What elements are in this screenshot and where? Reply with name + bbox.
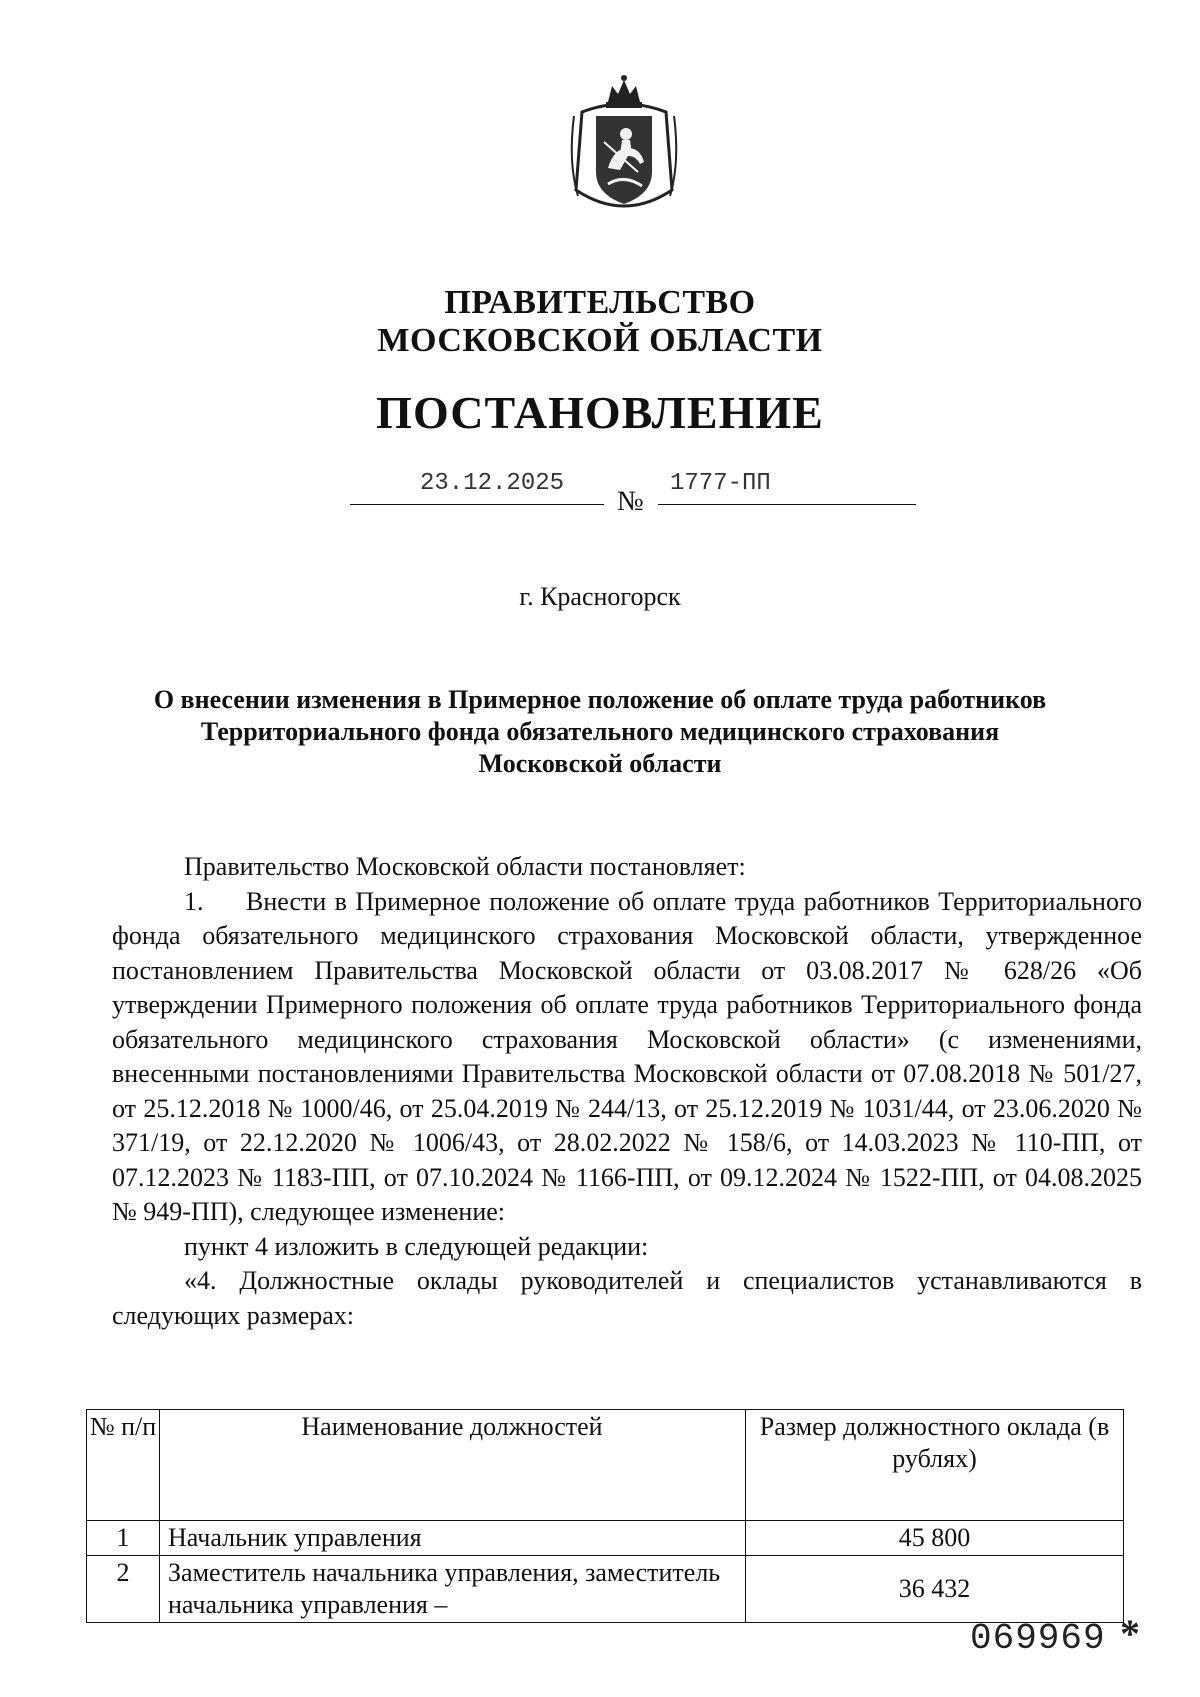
table-header-row <box>87 1410 1124 1521</box>
issuer-line-1: ПРАВИТЕЛЬСТВО <box>444 284 756 321</box>
row-salary: 36 432 <box>746 1556 1124 1623</box>
coat-of-arms-emblem <box>568 72 680 220</box>
date-field <box>350 468 604 505</box>
document-number: 1777-ПП <box>670 470 771 497</box>
item-number: 1. <box>184 886 204 916</box>
title-line-1: О внесении изменения в Примерное положение об оплате труда работников <box>153 685 1047 714</box>
body-paragraph-change: пункт 4 изложить в следующей редакции: <box>184 1231 649 1261</box>
table-row <box>87 1521 1124 1556</box>
serial-number: 069969 <box>970 1618 1106 1659</box>
row-position: Заместитель начальника управления, заместитель начальника управления – <box>160 1556 746 1623</box>
row-salary: 45 800 <box>746 1521 1124 1556</box>
document-body <box>112 850 1142 1333</box>
issuer-line-2: МОСКОВСКОЙ ОБЛАСТИ <box>377 322 823 359</box>
serial-mark: * <box>1120 1611 1140 1656</box>
header-num: № п/п <box>87 1410 160 1521</box>
issuer-block <box>0 284 1200 360</box>
header-position: Наименование должностей <box>160 1410 746 1521</box>
document-title <box>120 684 1080 780</box>
header-salary: Размер должностного оклада (в рублях) <box>746 1410 1124 1521</box>
document-date: 23.12.2025 <box>420 470 565 497</box>
body-paragraph-intro: Правительство Московской области постановляет: <box>184 852 746 881</box>
document-type: ПОСТАНОВЛЕНИЕ <box>376 387 824 438</box>
table-row <box>87 1556 1124 1623</box>
body-paragraph-quote: «4. Должностные оклады руководителей и специалистов устанавливаются в следующих размерах: <box>112 1266 1142 1330</box>
number-field <box>658 468 916 505</box>
title-line-3: Московской области <box>478 749 722 778</box>
title-line-2: Территориального фонда обязательного медицинского страхования <box>200 717 1000 746</box>
row-num: 1 <box>87 1521 160 1556</box>
item-text: Внести в Примерное положение об оплате труда работников Территориального фонда обязательного медицинского страхования Московской области, утвержденное постановлением Правительства Московской области от 03.08.2017 № 628/26 «Об утверждении Примерного положения об оплате труда работников Территориального фонда обязательного медицинского страхования Московской области» (с изменениями, внесенными постановлениями Правительства Московской области от 07.08.2018 № 501/27, от 25.12.2018 № 1000/46, от 25.04.2019 № 244/13, от 25.12.2019 № 1031/44, от 23.06.2020 № 371/19, от 22.12.2020 № 1006/43, от 28.02.2022 № 158/6, от 14.03.2023 № 110-ПП, от 07.12.2023 № 1183-ПП, от 07.10.2024 № 1166-ПП, от 09.12.2024 № 1522-ПП, от 04.08.2025 № 949-ПП), следующее изменение: <box>112 886 1142 1226</box>
city-line: г. Красногорск <box>519 582 681 611</box>
number-sign: № <box>617 486 644 517</box>
salary-table <box>86 1409 1124 1623</box>
body-paragraph-1 <box>112 885 1142 1230</box>
row-position: Начальник управления <box>160 1521 746 1556</box>
row-num: 2 <box>87 1556 160 1623</box>
